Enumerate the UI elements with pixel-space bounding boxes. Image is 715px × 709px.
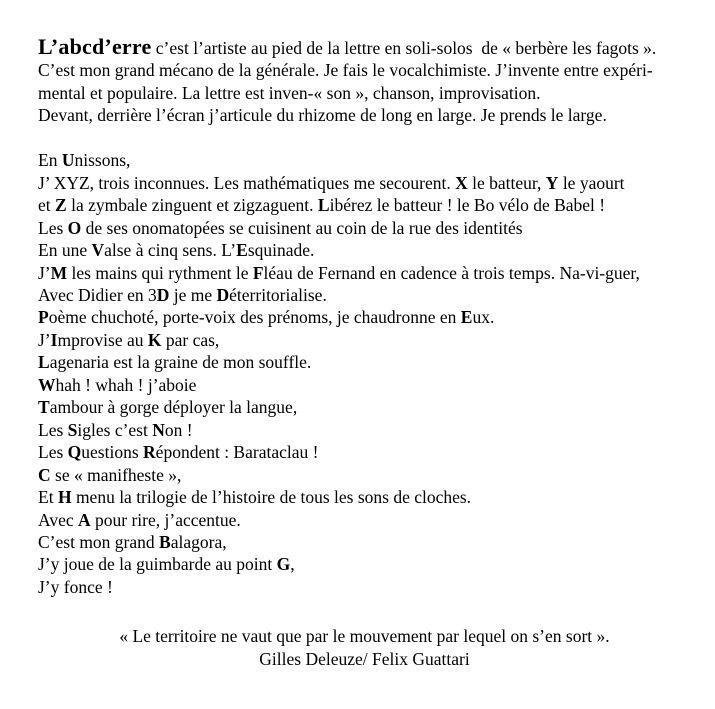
blank-line — [38, 127, 691, 149]
text-line — [38, 486, 691, 508]
text-run: En une — [38, 240, 92, 261]
text-run: léau de Fernand en cadence à trois temps. Na-vi-guer, — [263, 262, 640, 283]
text-line — [38, 262, 691, 284]
text-run: Avec — [38, 509, 78, 530]
text-line — [38, 306, 691, 328]
text-run: ibérez le batteur ! le Bo vélo de Babel ! — [329, 195, 606, 216]
text-run: igles c’est — [77, 419, 153, 440]
emphasized-letter: U — [61, 150, 75, 171]
emphasized-letter: V — [91, 240, 105, 261]
emphasized-letter: K — [147, 329, 162, 350]
emphasized-letter: H — [57, 487, 72, 508]
text-run: le batteur, — [467, 172, 546, 193]
text-line — [38, 396, 691, 418]
emphasized-letter: Y — [545, 172, 559, 193]
text-line — [38, 239, 691, 261]
text-line — [38, 509, 691, 531]
emphasized-letter: D — [156, 284, 170, 305]
text-run: C’est mon grand mécano de la générale. Je fais le vocalchimiste. J’invente entre expéri- — [38, 60, 653, 81]
emphasized-letter: N — [152, 419, 165, 440]
emphasized-letter: I — [50, 329, 58, 350]
text-run: , — [290, 554, 295, 575]
text-run: mprovise au — [57, 329, 148, 350]
text-run: et — [38, 195, 56, 216]
text-line — [38, 149, 691, 171]
emphasized-letter: F — [252, 262, 264, 283]
text-run: J’ XYZ, trois inconnues. Les mathématiques me secourent. — [38, 172, 456, 193]
text-run: J’ — [38, 262, 51, 283]
text-run: C’est mon grand — [38, 531, 160, 552]
emphasized-letter: G — [276, 554, 291, 575]
text-run: ambour à gorge déployer la langue, — [49, 397, 298, 418]
text-line — [38, 464, 691, 486]
document-title: L’abcd’erre — [38, 34, 152, 59]
text-run: épondent : Barataclau ! — [155, 442, 319, 463]
text-line — [38, 329, 691, 351]
text-run: Devant, derrière l’écran j’articule du rhizome de long en large. Je prends le large. — [38, 105, 607, 126]
text-run: Les — [38, 217, 68, 238]
text-line — [38, 36, 691, 59]
text-run: Avec Didier en 3 — [38, 284, 157, 305]
text-line — [38, 553, 691, 575]
text-run: pour rire, j’accentue. — [90, 509, 241, 530]
text-line — [38, 59, 691, 81]
text-run: ux. — [472, 307, 495, 328]
text-run: alse à cinq sens. L’ — [104, 240, 237, 261]
emphasized-letter: D — [216, 284, 230, 305]
text-line — [38, 82, 691, 104]
text-line — [38, 351, 691, 373]
text-run: agenaria est la graine de mon souffle. — [49, 352, 312, 373]
text-run: les mains qui rythment le — [67, 262, 253, 283]
text-run: alagora, — [170, 531, 227, 552]
text-run: on ! — [164, 419, 193, 440]
text-run: se « manifheste », — [50, 464, 182, 485]
text-run: uestions — [81, 442, 144, 463]
text-line — [38, 172, 691, 194]
text-run: mental et populaire. La lettre est inven-« son », chanson, improvisation. — [38, 82, 541, 103]
emphasized-letter: Q — [67, 442, 82, 463]
text-line — [38, 104, 691, 126]
text-run: oème chuchoté, porte-voix des prénoms, je chaudronne en — [48, 307, 461, 328]
text-run: c’est l’artiste au pied de la lettre en soli-solos de « berbère les fagots ». — [151, 38, 657, 58]
text-run: éterritorialise. — [229, 284, 327, 305]
footer-quote-block — [38, 625, 691, 670]
emphasized-letter: L — [38, 352, 50, 373]
emphasized-letter: X — [455, 172, 468, 193]
poem-body — [38, 36, 691, 598]
text-run: squinade. — [247, 240, 315, 261]
quote-attribution: Gilles Deleuze/ Felix Guattari — [259, 648, 470, 669]
emphasized-letter: P — [38, 307, 49, 328]
emphasized-letter: E — [460, 307, 473, 328]
text-line — [38, 441, 691, 463]
text-line — [38, 217, 691, 239]
emphasized-letter: C — [38, 464, 51, 485]
emphasized-letter: T — [38, 397, 50, 418]
text-run: J’y fonce ! — [38, 576, 113, 597]
text-run: par cas, — [161, 329, 220, 350]
text-line — [38, 419, 691, 441]
text-run: En — [38, 150, 62, 171]
text-run: je me — [169, 284, 217, 305]
text-line — [38, 374, 691, 396]
text-run: le yaourt — [558, 172, 625, 193]
text-line — [38, 284, 691, 306]
emphasized-letter: O — [67, 217, 82, 238]
text-run: Les — [38, 419, 68, 440]
text-run: Et — [38, 487, 58, 508]
text-run: la zymbale zinguent et zigzaguent. — [66, 195, 318, 216]
text-run: nissons, — [74, 150, 131, 171]
text-run: hah ! whah ! j’aboie — [55, 374, 197, 395]
text-run: menu la trilogie de l’histoire de tous les sons de cloches. — [71, 487, 472, 508]
emphasized-letter: W — [38, 374, 56, 395]
quote-text: « Le territoire ne vaut que par le mouvement par lequel on s’en sort ». — [119, 626, 610, 647]
text-line — [38, 531, 691, 553]
text-run: de ses onomatopées se cuisinent au coin de la rue des identités — [81, 217, 523, 238]
emphasized-letter: E — [236, 240, 248, 261]
emphasized-letter: B — [159, 531, 171, 552]
text-line — [38, 194, 691, 216]
text-run: J’ — [38, 329, 51, 350]
text-run: J’y joue de la guimbarde au point — [38, 554, 277, 575]
emphasized-letter: M — [50, 262, 68, 283]
emphasized-letter: Z — [55, 195, 67, 216]
text-line — [38, 576, 691, 598]
text-run: Les — [38, 442, 68, 463]
emphasized-letter: A — [78, 509, 91, 530]
emphasized-letter: S — [67, 419, 78, 440]
emphasized-letter: L — [317, 195, 330, 216]
emphasized-letter: R — [143, 442, 156, 463]
